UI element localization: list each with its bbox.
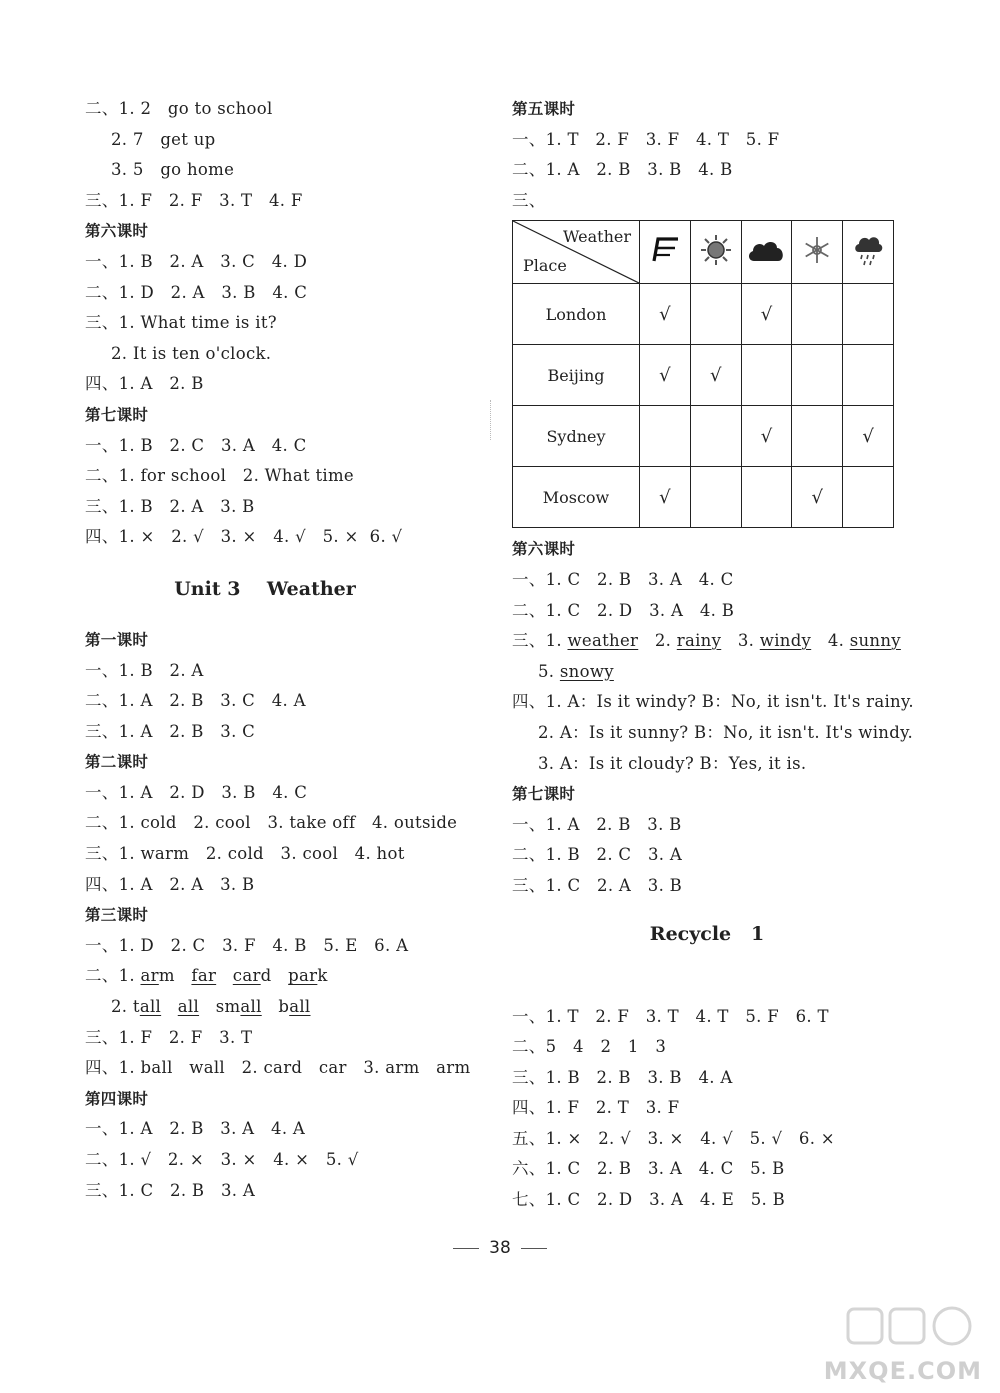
answer-line: 三、1. B 2. A 3. B: [85, 496, 255, 516]
answer-line: 一、1. B 2. A: [85, 660, 204, 680]
answer-text: d: [260, 966, 289, 986]
check-cell: [690, 406, 741, 467]
right-answer-block-1: [512, 94, 912, 216]
rainy-icon: [843, 221, 894, 284]
check-cell: [741, 467, 792, 528]
answer-text: 4.: [811, 631, 850, 651]
page-number-text: 38: [489, 1238, 511, 1258]
weather-row-moscow: [513, 467, 894, 528]
section-heading: 第一课时: [85, 630, 149, 649]
answer-text: 3.: [721, 631, 760, 651]
underlined-text: snowy: [559, 661, 614, 681]
watermark-text: MXQE.COM: [823, 1357, 982, 1385]
left-answer-block-1: [85, 94, 485, 553]
answer-line: 四、1. A 2. A 3. B: [85, 874, 255, 894]
answer-line: 2. It is ten o'clock.: [111, 343, 272, 363]
section-heading: 第七课时: [85, 405, 149, 424]
weather-table: [512, 220, 894, 528]
left-answer-block-2: [85, 625, 485, 1206]
answer-line: 四、1. ball wall 2. card car 3. arm arm: [85, 1058, 471, 1078]
check-cell: [690, 345, 741, 406]
diagonal-header-cell: [513, 221, 640, 284]
place-cell: Moscow: [513, 467, 640, 528]
answer-line: 二、1. 2 go to school: [85, 99, 273, 118]
answer-line: 六、1. C 2. B 3. A 4. C 5. B: [512, 1159, 785, 1179]
left-column: [85, 94, 485, 1206]
answer-line: 二、1. cold 2. cool 3. take off 4. outside: [85, 813, 458, 833]
right-answer-block-2: [512, 534, 912, 901]
answer-line: 四、1. F 2. T 3. F: [512, 1098, 680, 1118]
answer-text: 2. t: [111, 997, 140, 1017]
answer-line: 二、1. D 2. A 3. B 4. C: [85, 282, 308, 302]
underlined-text: all: [139, 997, 162, 1017]
answer-line: 二、1. A 2. B 3. B 4. B: [512, 160, 733, 180]
answer-text: k: [317, 966, 328, 986]
recycle-title: Recycle 1: [649, 922, 765, 945]
underlined-text: weather: [567, 631, 639, 651]
check-cell: [690, 467, 741, 528]
check-cell: [792, 345, 843, 406]
snowy-icon: [792, 221, 843, 284]
place-cell: London: [513, 284, 640, 345]
check-mark: √: [659, 364, 671, 386]
underlined-text: windy: [759, 631, 812, 651]
check-cell: [843, 284, 894, 345]
check-cell: [640, 284, 691, 345]
answer-line: 二、1. √ 2. × 3. × 4. × 5. √: [85, 1150, 359, 1169]
answer-line: 四、1. A 2. B: [85, 374, 204, 394]
answer-line: [85, 961, 485, 992]
sunny-icon: [690, 221, 741, 284]
answer-line: [85, 992, 485, 1023]
answer-text: b: [261, 997, 290, 1017]
answer-line: 一、1. T 2. F 3. F 4. T 5. F: [512, 129, 780, 149]
place-cell: Beijing: [513, 345, 640, 406]
answer-line: 一、1. C 2. B 3. A 4. C: [512, 569, 734, 589]
underlined-text: far: [191, 966, 217, 986]
check-cell: [741, 406, 792, 467]
answer-line: 3. A：Is it cloudy? B：Yes, it is.: [538, 753, 807, 773]
check-cell: [843, 345, 894, 406]
answer-line: 一、1. B 2. A 3. C 4. D: [85, 251, 308, 271]
weather-row-beijing: [513, 345, 894, 406]
weather-table-header: [513, 221, 894, 284]
answer-line: 三、1. B 2. B 3. B 4. A: [512, 1067, 733, 1087]
answer-line: 2. A：Is it sunny? B：No, it isn't. It's windy.: [538, 722, 914, 742]
answer-line: 一、1. B 2. C 3. A 4. C: [85, 435, 307, 455]
answer-line: 一、1. D 2. C 3. F 4. B 5. E 6. A: [85, 935, 409, 955]
header-place-label: Place: [523, 256, 567, 276]
check-cell: [843, 406, 894, 467]
check-mark: √: [709, 364, 722, 386]
answer-line: 三、1. F 2. F 3. T: [85, 1027, 253, 1047]
check-cell: [640, 406, 691, 467]
answer-text: 5.: [538, 661, 560, 681]
check-cell: [690, 284, 741, 345]
answer-line: [512, 657, 912, 688]
page-number: [0, 1238, 1000, 1258]
answer-text: [161, 997, 178, 1016]
check-mark: √: [862, 425, 874, 447]
underlined-text: all: [289, 997, 311, 1017]
right-answer-block-3: [512, 1002, 912, 1216]
answer-text: 三、1.: [512, 631, 568, 651]
answer-text: m: [158, 966, 192, 986]
weather-row-sydney: [513, 406, 894, 467]
check-cell: [640, 345, 691, 406]
answer-line: 三、: [512, 190, 546, 210]
answer-line: 七、1. C 2. D 3. A 4. E 5. B: [512, 1190, 786, 1210]
underlined-text: all: [240, 997, 262, 1017]
answer-line: 三、1. A 2. B 3. C: [85, 721, 256, 741]
unit-title: Unit 3 Weather: [174, 577, 356, 600]
watermark-logo: [823, 1305, 988, 1385]
answer-line: 三、1. C 2. A 3. B: [512, 875, 683, 895]
answer-line: 3. 5 go home: [111, 160, 235, 180]
section-heading: 第六课时: [512, 540, 576, 559]
answer-line: 三、1. warm 2. cold 3. cool 4. hot: [85, 844, 405, 864]
check-cell: [792, 406, 843, 467]
place-cell: Sydney: [513, 406, 640, 467]
right-column: [512, 94, 912, 1216]
answer-line: 三、1. What time is it?: [85, 313, 277, 333]
answer-line: 五、1. × 2. √ 3. × 4. √ 5. √ 6. ×: [512, 1128, 835, 1148]
check-cell: [792, 467, 843, 528]
check-cell: [843, 467, 894, 528]
answer-line: [512, 626, 912, 657]
answer-line: 三、1. C 2. B 3. A: [85, 1180, 256, 1200]
underlined-text: ar: [140, 966, 159, 986]
answer-line: 四、1. A：Is it windy? B：No, it isn't. It's rainy.: [512, 692, 914, 712]
answer-line: 三、1. F 2. F 3. T 4. F: [85, 190, 303, 210]
answer-line: 一、1. A 2. B 3. B: [512, 814, 682, 834]
answer-text: sm: [199, 997, 241, 1017]
check-cell: [792, 284, 843, 345]
check-cell: [640, 467, 691, 528]
section-heading: 第六课时: [85, 222, 149, 241]
answer-line: 二、1. for school 2. What time: [85, 466, 354, 486]
underlined-text: rainy: [676, 631, 722, 651]
underlined-text: sunny: [849, 631, 901, 651]
answer-line: 一、1. A 2. B 3. A 4. A: [85, 1119, 306, 1139]
underlined-text: all: [177, 997, 200, 1017]
answer-line: 二、1. A 2. B 3. C 4. A: [85, 691, 306, 711]
check-mark: √: [760, 303, 773, 325]
check-mark: √: [659, 486, 671, 508]
page-number-dash-right: [521, 1248, 547, 1249]
check-mark: √: [811, 486, 824, 508]
check-cell: [741, 345, 792, 406]
underlined-text: car: [232, 966, 261, 986]
header-weather-label: Weather: [563, 227, 631, 247]
check-cell: [741, 284, 792, 345]
answer-line: 二、1. B 2. C 3. A: [512, 845, 683, 865]
check-mark: √: [760, 425, 773, 447]
cloudy-icon: [741, 221, 792, 284]
answer-text: [216, 966, 233, 985]
section-heading: 第二课时: [85, 753, 149, 772]
answer-text: 2.: [638, 631, 677, 651]
answer-line: 四、1. × 2. √ 3. × 4. √ 5. × 6. √: [85, 527, 403, 547]
section-heading: 第四课时: [85, 1089, 149, 1108]
answer-line: 二、1. C 2. D 3. A 4. B: [512, 600, 735, 620]
answer-line: 二、5 4 2 1 3: [512, 1037, 667, 1057]
section-heading: 第三课时: [85, 906, 149, 925]
answer-line: 一、1. A 2. D 3. B 4. C: [85, 782, 308, 802]
column-divider: [490, 400, 491, 440]
page-number-dash-left: [453, 1248, 479, 1249]
windy-icon: [640, 221, 691, 284]
check-mark: √: [659, 303, 671, 325]
answer-line: 一、1. T 2. F 3. T 4. T 5. F 6. T: [512, 1006, 829, 1026]
answer-line: 2. 7 get up: [111, 129, 216, 149]
section-heading: 第五课时: [512, 100, 576, 118]
underlined-text: par: [288, 966, 318, 986]
weather-row-london: [513, 284, 894, 345]
section-heading: 第七课时: [512, 785, 576, 804]
answer-text: 二、1.: [85, 966, 141, 986]
